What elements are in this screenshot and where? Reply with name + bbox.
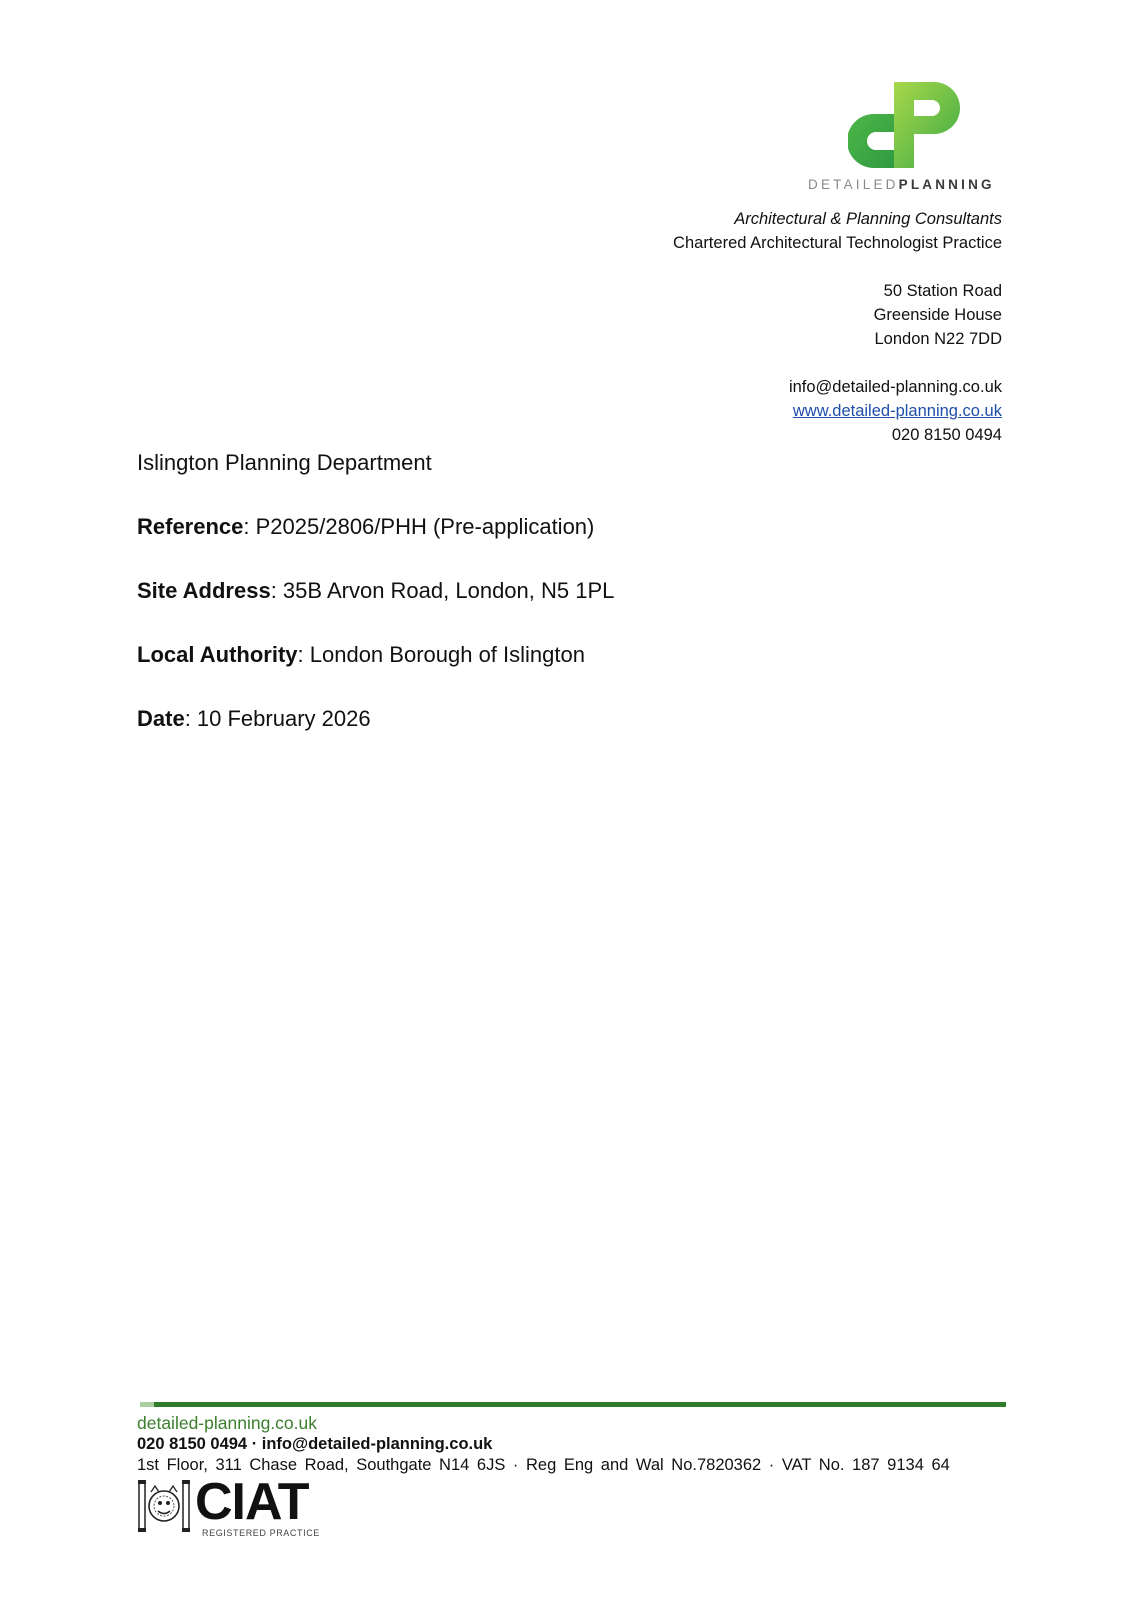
footer [137, 1413, 1037, 1476]
logo-wordmark [808, 177, 1000, 192]
letterhead-contact [542, 207, 1002, 447]
recipient: Islington Planning Department [137, 450, 432, 475]
footer-registration: 1st Floor, 311 Chase Road, Southgate N14 6JS · Reg Eng and Wal No.7820362 · VAT No. 187 9134 64 [137, 1456, 950, 1474]
reference-label: Reference [137, 514, 244, 539]
ciat-badge [137, 1473, 320, 1538]
address-line-3: London N22 7DD [874, 330, 1002, 348]
date-line [137, 706, 997, 732]
tagline: Architectural & Planning Consultants [734, 210, 1002, 228]
dp-monogram-icon [848, 80, 960, 172]
date-value: : 10 February 2026 [184, 706, 371, 731]
address-line-2: Greenside House [873, 306, 1002, 324]
logo-word-bold: PLANNING [898, 177, 995, 192]
footer-website: detailed-planning.co.uk [137, 1413, 317, 1433]
site-address-label: Site Address [137, 578, 271, 603]
local-authority-label: Local Authority [137, 642, 298, 667]
logo-word-light: DETAILED [808, 177, 899, 192]
letter-body [137, 450, 997, 770]
practice-line: Chartered Architectural Technologist Practice [673, 234, 1002, 252]
ciat-wordmark: CIAT [195, 1473, 309, 1531]
footer-divider [140, 1402, 1006, 1407]
footer-contact: 020 8150 0494 · info@detailed-planning.co.uk [137, 1435, 493, 1453]
reference-line [137, 514, 997, 540]
header-email: info@detailed-planning.co.uk [788, 378, 1002, 396]
company-logo [808, 80, 1000, 198]
site-address-value: : 35B Arvon Road, London, N5 1PL [270, 578, 615, 603]
website-link[interactable]: www.detailed-planning.co.uk [792, 402, 1002, 420]
date-label: Date [137, 706, 185, 731]
header-phone: 020 8150 0494 [891, 426, 1002, 444]
address-line-1: 50 Station Road [883, 282, 1002, 300]
site-address-line [137, 578, 997, 604]
ciat-crest-icon [137, 1478, 193, 1534]
local-authority-value: : London Borough of Islington [297, 642, 585, 667]
reference-value: : P2025/2806/PHH (Pre-application) [243, 514, 595, 539]
local-authority-line [137, 642, 997, 668]
ciat-subtitle: REGISTERED PRACTICE [202, 1528, 320, 1538]
